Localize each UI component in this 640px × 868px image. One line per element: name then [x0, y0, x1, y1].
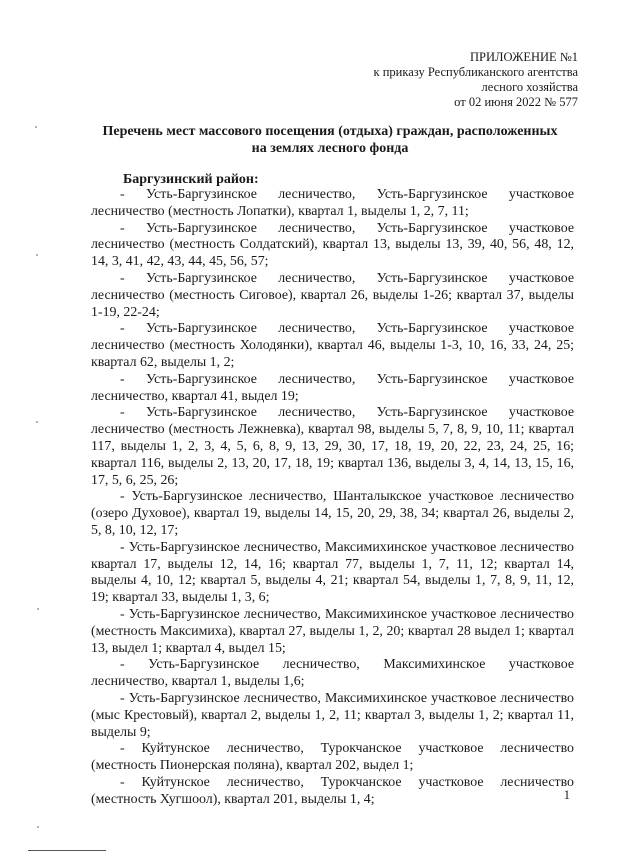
- order-reference: к приказу Республиканского агентства: [373, 65, 578, 79]
- order-date: от 02 июня 2022 № 577: [454, 95, 578, 109]
- list-item: - Усть-Баргузинское лесничество, Усть-Баргузинское участковое лесничество (местность Сиговое), квартал 26, выделы 1-26; квартал 37, выделы 1-19, 22-24;: [91, 270, 574, 320]
- list-item: - Усть-Баргузинское лесничество, Усть-Баргузинское участковое лесничество, квартал 41, выдел 19;: [91, 371, 574, 404]
- scan-speck: [37, 608, 39, 610]
- title-line-1: Перечень мест массового посещения (отдыха) граждан, расположенных: [102, 124, 558, 139]
- site-list: [91, 187, 574, 808]
- agency-name: лесного хозяйства: [481, 80, 578, 94]
- appendix-number: ПРИЛОЖЕНИЕ №1: [469, 50, 578, 64]
- list-item: - Куйтунское лесничество, Турокчанское участковое лесничество (местность Пионерская поляна), квартал 202, выдел 1;: [91, 741, 574, 774]
- document-title: [95, 123, 565, 157]
- district-heading: Баргузинский район:: [123, 172, 259, 187]
- list-item: - Усть-Баргузинское лесничество, Максимихинское участковое лесничество квартал 17, выделы 12, 14, 16; квартал 77, выделы 1, 7, 11, 12; квартал 14, выделы 4, 10, 12; квартал 5, выделы 4, 21; квартал 54, выделы 1, 7, 8, 9, 11, 12, 19; квартал 33, выделы 1, 3, 6;: [91, 539, 574, 606]
- list-item: - Усть-Баргузинское лесничество, Усть-Баргузинское участковое лесничество (местность Лежневка), квартал 98, выделы 5, 7, 8, 9, 10, 11; квартал 117, выделы 1, 2, 3, 4, 5, 6, 8, 9, 13, 29, 30, 17, 18, 19, 20, 22, 23, 24, 25, 16; квартал 116, выделы 2, 13, 20, 17, 18, 19; квартал 136, выделы 3, 4, 14, 13, 15, 16, 17, 5, 6, 25, 26;: [91, 405, 574, 488]
- list-item: - Куйтунское лесничество, Турокчанское участковое лесничество (местность Хугшоол), квартал 201, выделы 1, 4;: [91, 774, 574, 807]
- list-item: - Усть-Баргузинское лесничество, Шанталыкское участковое лесничество (озеро Духовое), квартал 19, выделы 14, 15, 20, 29, 38, 34; квартал 26, выделы 2, 5, 8, 10, 12, 17;: [91, 489, 574, 538]
- list-item: - Усть-Баргузинское лесничество, Усть-Баргузинское участковое лесничество (местность Солдатский), квартал 13, выделы 13, 39, 40, 56, 48, 12, 14, 3, 41, 42, 43, 44, 45, 56, 57;: [91, 220, 574, 270]
- list-item: - Усть-Баргузинское лесничество, Максимихинское участковое лесничество (местность Максимиха), квартал 27, выделы 1, 2, 20; квартал 28 выдел 1; квартал 13, выдел 1; квартал 4, выдел 15;: [91, 606, 574, 656]
- scan-speck: [37, 826, 39, 828]
- list-item: - Усть-Баргузинское лесничество, Усть-Баргузинское участковое лесничество (местность Холодянки), квартал 46, выделы 1-3, 10, 16, 33, 24, 25; квартал 62, выделы 1, 2;: [91, 321, 574, 370]
- page-number: 1: [563, 788, 570, 802]
- scan-speck: [36, 254, 38, 256]
- scan-speck: [35, 126, 37, 128]
- list-item: - Усть-Баргузинское лесничество, Усть-Баргузинское участковое лесничество (местность Лопатки), квартал 1, выделы 1, 2, 7, 11;: [91, 187, 574, 219]
- list-item: - Усть-Баргузинское лесничество, Максимихинское участковое лесничество, квартал 1, выделы 1,6;: [91, 657, 574, 690]
- list-item: - Усть-Баргузинское лесничество, Максимихинское участковое лесничество (мыс Крестовый), квартал 2, выделы 1, 2, 11; квартал 3, выделы 1, 2; квартал 11, выделы 9;: [91, 690, 574, 740]
- title-line-2: на землях лесного фонда: [251, 141, 409, 156]
- scan-speck: [36, 421, 38, 423]
- footer-rule: [28, 850, 106, 851]
- appendix-header: [374, 50, 578, 110]
